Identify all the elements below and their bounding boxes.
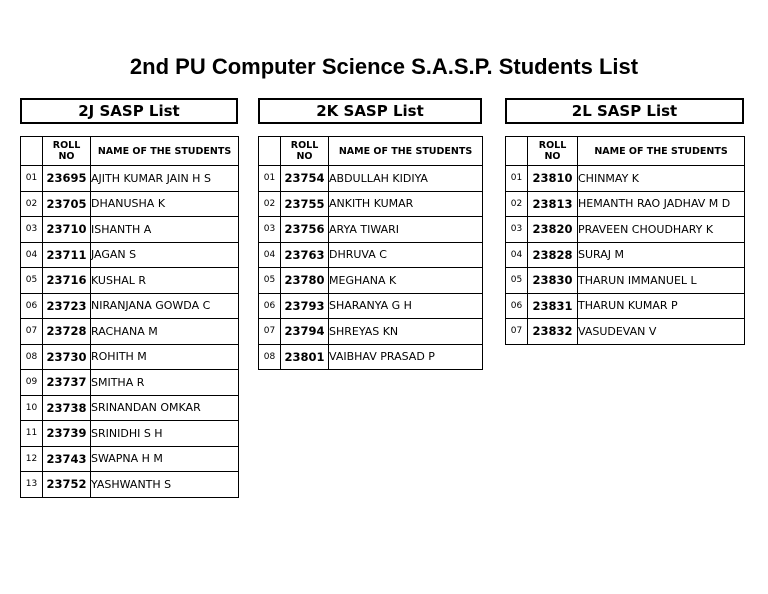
name-cell: VAIBHAV PRASAD P (329, 344, 483, 370)
table-row (506, 242, 745, 268)
table-row (259, 268, 483, 294)
name-cell: YASHWANTH S (91, 472, 239, 498)
table-row (21, 421, 239, 447)
table-row (506, 268, 745, 294)
header-row (506, 137, 745, 166)
roll-cell: 23723 (43, 293, 91, 319)
header-row (21, 137, 239, 166)
table-row (259, 319, 483, 345)
roll-cell: 23728 (43, 319, 91, 345)
table-row (21, 268, 239, 294)
sl-cell: 01 (259, 166, 281, 192)
name-cell: VASUDEVAN V (578, 319, 745, 345)
section-2l (505, 98, 744, 339)
name-cell: ISHANTH A (91, 217, 239, 243)
name-cell: ANKITH KUMAR (329, 191, 483, 217)
roll-cell: 23730 (43, 344, 91, 370)
name-cell: THARUN KUMAR P (578, 293, 745, 319)
sl-cell: 13 (21, 472, 43, 498)
students-table (505, 136, 745, 345)
section-2k (258, 98, 482, 364)
sl-cell: 05 (21, 268, 43, 294)
roll-cell: 23752 (43, 472, 91, 498)
table-row (259, 191, 483, 217)
name-cell: THARUN IMMANUEL L (578, 268, 745, 294)
table-row (21, 472, 239, 498)
sl-cell: 06 (259, 293, 281, 319)
name-header: NAME OF THE STUDENTS (91, 137, 239, 166)
table-row (21, 395, 239, 421)
table-row (506, 217, 745, 243)
roll-cell: 23716 (43, 268, 91, 294)
roll-cell: 23756 (281, 217, 329, 243)
roll-cell: 23738 (43, 395, 91, 421)
table-row (506, 166, 745, 192)
table-body (21, 166, 239, 498)
name-cell: SHREYAS KN (329, 319, 483, 345)
table-row (21, 242, 239, 268)
table-row (259, 242, 483, 268)
name-cell: SURAJ M (578, 242, 745, 268)
section-title: 2K SASP List (258, 98, 482, 124)
name-cell: SMITHA R (91, 370, 239, 396)
name-cell: JAGAN S (91, 242, 239, 268)
sl-cell: 12 (21, 446, 43, 472)
name-cell: DHANUSHA K (91, 191, 239, 217)
sl-cell: 01 (21, 166, 43, 192)
sl-cell: 03 (506, 217, 528, 243)
table-row (21, 370, 239, 396)
sl-cell: 08 (259, 344, 281, 370)
sl-header (21, 137, 43, 166)
roll-cell: 23794 (281, 319, 329, 345)
roll-cell: 23711 (43, 242, 91, 268)
name-cell: HEMANTH RAO JADHAV M D (578, 191, 745, 217)
roll-cell: 23710 (43, 217, 91, 243)
roll-cell: 23801 (281, 344, 329, 370)
sl-cell: 06 (506, 293, 528, 319)
roll-cell: 23820 (528, 217, 578, 243)
name-cell: NIRANJANA GOWDA C (91, 293, 239, 319)
table-row (21, 217, 239, 243)
name-cell: SRINANDAN OMKAR (91, 395, 239, 421)
name-header: NAME OF THE STUDENTS (578, 137, 745, 166)
sl-cell: 08 (21, 344, 43, 370)
table-row (259, 344, 483, 370)
sl-cell: 01 (506, 166, 528, 192)
section-title: 2J SASP List (20, 98, 238, 124)
table-row (21, 319, 239, 345)
name-cell: KUSHAL R (91, 268, 239, 294)
roll-header: ROLL NO (43, 137, 91, 166)
name-cell: ARYA TIWARI (329, 217, 483, 243)
roll-cell: 23754 (281, 166, 329, 192)
table-row (259, 293, 483, 319)
sl-cell: 07 (259, 319, 281, 345)
roll-cell: 23810 (528, 166, 578, 192)
name-header: NAME OF THE STUDENTS (329, 137, 483, 166)
table-row (21, 191, 239, 217)
table-row (259, 166, 483, 192)
header-row (259, 137, 483, 166)
roll-cell: 23828 (528, 242, 578, 268)
section-2j (20, 98, 238, 492)
table-row (21, 344, 239, 370)
sl-cell: 07 (506, 319, 528, 345)
roll-cell: 23780 (281, 268, 329, 294)
sl-cell: 03 (259, 217, 281, 243)
roll-cell: 23763 (281, 242, 329, 268)
roll-cell: 23832 (528, 319, 578, 345)
sl-cell: 04 (21, 242, 43, 268)
name-cell: ROHITH M (91, 344, 239, 370)
sl-cell: 04 (259, 242, 281, 268)
table-body (506, 166, 745, 345)
sl-cell: 10 (21, 395, 43, 421)
roll-cell: 23793 (281, 293, 329, 319)
name-cell: MEGHANA K (329, 268, 483, 294)
name-cell: PRAVEEN CHOUDHARY K (578, 217, 745, 243)
roll-cell: 23813 (528, 191, 578, 217)
roll-header: ROLL NO (528, 137, 578, 166)
sl-cell: 03 (21, 217, 43, 243)
table-row (506, 191, 745, 217)
table-row (506, 319, 745, 345)
table-row (506, 293, 745, 319)
roll-cell: 23737 (43, 370, 91, 396)
sl-cell: 07 (21, 319, 43, 345)
students-table (258, 136, 483, 370)
sl-cell: 11 (21, 421, 43, 447)
students-table (20, 136, 239, 498)
roll-cell: 23830 (528, 268, 578, 294)
roll-cell: 23739 (43, 421, 91, 447)
table-row (21, 446, 239, 472)
roll-cell: 23755 (281, 191, 329, 217)
sl-cell: 06 (21, 293, 43, 319)
roll-cell: 23705 (43, 191, 91, 217)
sl-cell: 02 (21, 191, 43, 217)
sl-header (506, 137, 528, 166)
table-row (21, 293, 239, 319)
roll-cell: 23695 (43, 166, 91, 192)
roll-cell: 23743 (43, 446, 91, 472)
sl-cell: 05 (506, 268, 528, 294)
sl-cell: 05 (259, 268, 281, 294)
roll-cell: 23831 (528, 293, 578, 319)
page-title: 2nd PU Computer Science S.A.S.P. Students List (129, 54, 639, 79)
table-body (259, 166, 483, 370)
sl-header (259, 137, 281, 166)
name-cell: CHINMAY K (578, 166, 745, 192)
sl-cell: 04 (506, 242, 528, 268)
table-row (21, 166, 239, 192)
sl-cell: 02 (259, 191, 281, 217)
sl-cell: 02 (506, 191, 528, 217)
table-row (259, 217, 483, 243)
roll-header: ROLL NO (281, 137, 329, 166)
name-cell: RACHANA M (91, 319, 239, 345)
name-cell: SWAPNA H M (91, 446, 239, 472)
name-cell: DHRUVA C (329, 242, 483, 268)
name-cell: ABDULLAH KIDIYA (329, 166, 483, 192)
sl-cell: 09 (21, 370, 43, 396)
name-cell: SHARANYA G H (329, 293, 483, 319)
name-cell: SRINIDHI S H (91, 421, 239, 447)
name-cell: AJITH KUMAR JAIN H S (91, 166, 239, 192)
section-title: 2L SASP List (505, 98, 744, 124)
